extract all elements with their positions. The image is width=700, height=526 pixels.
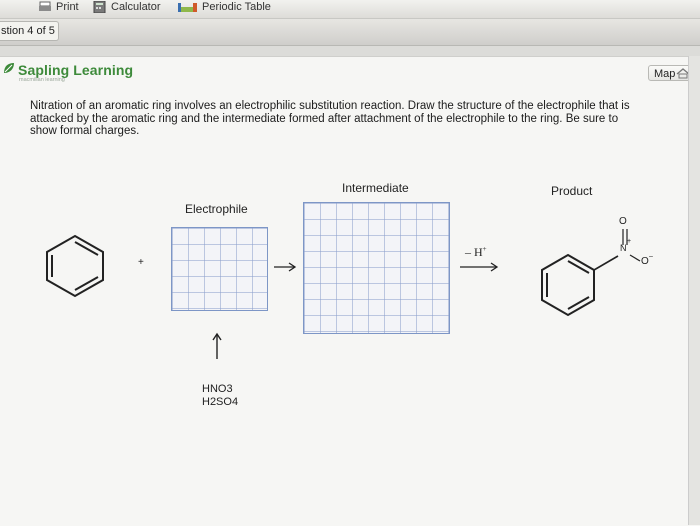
plus-sign: + [138, 257, 144, 268]
question-panel [0, 56, 700, 526]
brand-name: Sapling Learning [18, 62, 134, 78]
reaction-arrow-icon [272, 261, 298, 273]
intermediate-drawing-area[interactable] [303, 202, 450, 334]
printer-icon [38, 1, 52, 13]
loss-text: – H [465, 245, 483, 259]
periodic-table-label: Periodic Table [202, 1, 271, 13]
periodic-table-icon [178, 1, 198, 13]
benzene-ring [40, 233, 110, 299]
product-label: Product [551, 184, 593, 198]
nitro-oxygen-right-charge: – [649, 253, 653, 260]
deprotonation-arrow-icon [458, 261, 500, 273]
loss-charge: + [482, 245, 487, 253]
brand-subtitle: macmillan learning [19, 77, 65, 83]
nitro-oxygen-right: O [641, 256, 649, 267]
calculator-label: Calculator [111, 1, 161, 13]
reagent-sulfuric-acid: H2SO4 [202, 396, 239, 408]
nitro-oxygen-top: O [619, 216, 627, 227]
top-toolbar [0, 0, 700, 18]
print-button[interactable] [38, 0, 79, 14]
question-nav-bar [0, 18, 700, 46]
intermediate-label: Intermediate [342, 181, 409, 195]
reagent-arrow-icon [210, 331, 224, 361]
loss-of-proton-label [465, 245, 487, 260]
nitro-nitrogen-charge: + [627, 238, 632, 245]
reagents [202, 383, 238, 409]
scrollbar[interactable] [688, 56, 700, 525]
electrophile-label: Electrophile [185, 202, 248, 216]
map-label: Map [654, 68, 676, 80]
calculator-button[interactable] [93, 0, 161, 14]
sapling-leaf-icon [3, 62, 15, 74]
periodic-table-button[interactable] [178, 0, 271, 14]
electrophile-drawing-area[interactable] [171, 227, 268, 311]
question-text: Nitration of an aromatic ring involves an electrophilic substitution reaction. Draw the structure of the electrophile that is attacked by the aromatic ring and the intermediate formed after attachment of the electrophile to the ring. Be sure to show formal charges. [30, 100, 630, 137]
print-label: Print [56, 1, 79, 13]
calculator-icon [93, 1, 107, 13]
nitrobenzene-structure [530, 217, 660, 317]
question-tab[interactable]: stion 4 of 5 [0, 21, 59, 41]
reagent-nitric-acid: HNO3 [202, 383, 233, 395]
sapling-logo [3, 62, 133, 83]
nitro-nitrogen: N [620, 243, 627, 253]
